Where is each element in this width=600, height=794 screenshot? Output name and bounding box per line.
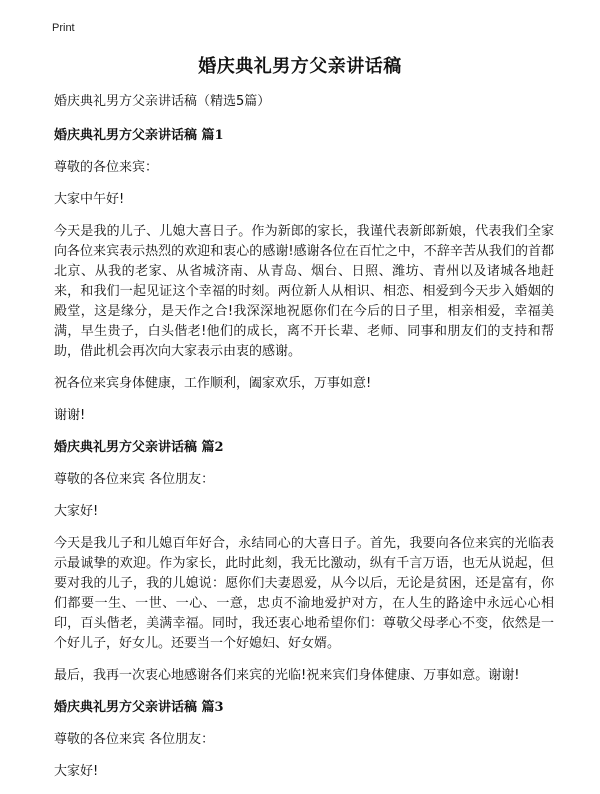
paragraph: 谢谢! bbox=[54, 408, 86, 423]
paragraph: 最后，我再一次衷心地感谢各们来宾的光临!祝来宾们身体健康、万事如意。谢谢! bbox=[54, 668, 520, 683]
page-title: 婚庆典礼男方父亲讲话稿 bbox=[198, 56, 402, 77]
paragraph: 大家中午好! bbox=[54, 192, 125, 207]
document-subtitle: 婚庆典礼男方父亲讲话稿（精选5篇） bbox=[54, 94, 271, 109]
paragraph: 祝各位来宾身体健康，工作顺利，阖家欢乐，万事如意! bbox=[54, 376, 372, 391]
section-heading-1: 婚庆典礼男方父亲讲话稿 篇1 bbox=[54, 128, 224, 143]
paragraph: 今天是我的儿子、儿媳大喜日子。作为新郎的家长，我谨代表新郎新娘，代表我们全家向各位来宾表示热烈的欢迎和衷心的感谢!感谢各位在百忙之中，不辞辛苦从我们的首都北京、从我的老家、从省城济南、从青岛、烟台、日照、潍坊、青州以及诸城各地赶来，和我们一起见证这个幸福的时刻。两位新人从相识、相恋、相爱到今天步入婚姻的殿堂，这是缘分，是天作之合!我深深地祝愿你们在今后的日子里，相亲相爱，幸福美满，早生贵子，白头偕老!他们的成长，离不开长辈、老师、同事和朋友们的支持和帮助，借此机会再次向大家表示由衷的感谢。 bbox=[54, 224, 554, 359]
paragraph: 大家好! bbox=[54, 764, 99, 779]
paragraph: 今天是我儿子和儿媳百年好合，永结同心的大喜日子。首先，我要向各位来宾的光临表示最诚挚的欢迎。作为家长，此时此刻，我无比激动，纵有千言万语，也无从说起，但要对我的儿子，我的儿媳说：愿你们夫妻恩爱，从今以后，无论是贫困，还是富有，你们都要一生、一世、一心、一意，忠贞不渝地爱护对方，在人生的路途中永远心心相印，百头偕老，美满幸福。同时，我还衷心地希望你们：尊敬父母孝心不变，依然是一个好儿子，好女儿。还要当一个好媳妇、好女婿。 bbox=[54, 536, 554, 651]
document-body bbox=[54, 92, 554, 794]
section-heading-3: 婚庆典礼男方父亲讲话稿 篇3 bbox=[54, 700, 224, 715]
paragraph: 尊敬的各位来宾 各位朋友： bbox=[54, 732, 215, 747]
section-heading-2: 婚庆典礼男方父亲讲话稿 篇2 bbox=[54, 440, 224, 455]
paragraph: 尊敬的各位来宾 各位朋友： bbox=[54, 472, 215, 487]
paragraph: 大家好! bbox=[54, 504, 99, 519]
print-link[interactable]: Print bbox=[52, 22, 75, 34]
paragraph: 尊敬的各位来宾： bbox=[54, 160, 159, 175]
